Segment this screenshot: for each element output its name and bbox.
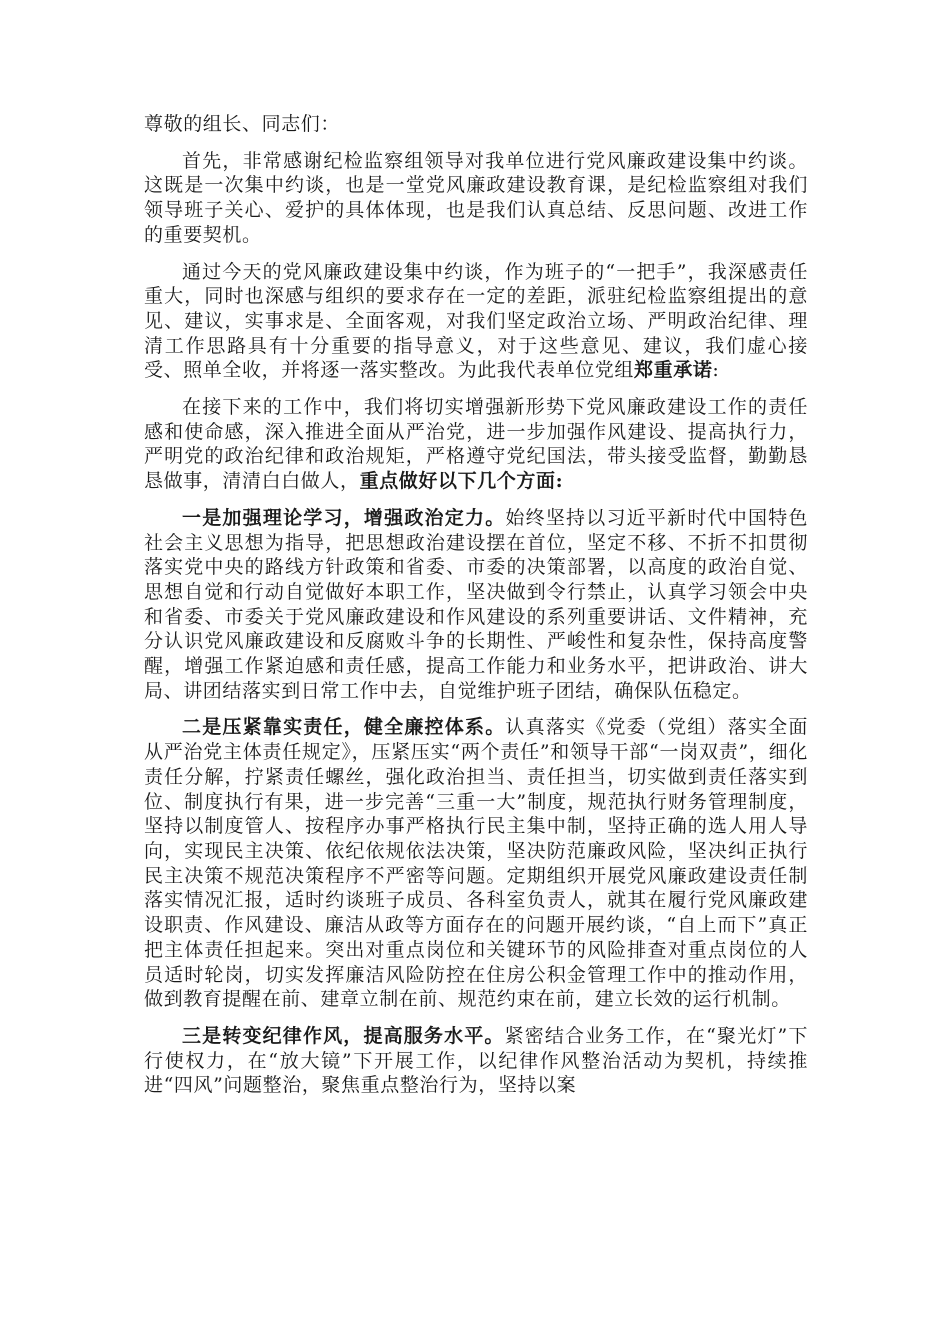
paragraph-opening-thanks: 首先，非常感谢纪检监察组领导对我单位进行党风廉政建设集中约谈。这既是一次集中约谈，也是一堂党风廉政建设教育课，是纪检监察组对我们领导班子关心、爱护的具体体现，也是我们认真总结、反思问题、改进工作的重要契机。 <box>144 149 808 246</box>
salutation: 尊敬的组长、同志们： <box>144 113 341 135</box>
commitment-text: 通过今天的党风廉政建设集中约谈，作为班子的“一把手”，我深感责任重大，同时也深感与组织的要求存在一定的差距，派驻纪检监察组提出的意见、建议，实事求是、全面客观，对我们坚定政治立场、严明政治纪律、理清工作思路具有十分重要的指导意义，对于这些意见、建议，我们虚心接受、照单全收，并将逐一落实整改。为此我代表单位党组 <box>144 260 808 382</box>
section-three <box>144 1024 808 1098</box>
paragraph-commitment <box>144 260 808 384</box>
section-two-heading: 二是压紧靠实责任，健全廉控体系。 <box>182 716 506 739</box>
section-one-body: 始终坚持以习近平新时代中国特色社会主义思想为指导，把思想政治建设摆在首位，坚定不移、不折不扣贯彻落实党中央的路线方针政策和省委、市委的决策部署，以高度的政治自觉、思想自觉和行动自觉做好本职工作，坚决做到令行禁止，认真学习领会中央和省委、市委关于党风廉政建设和作风建设的系列重要讲话、文件精神，充分认识党风廉政建设和反腐败斗争的长期性、严峻性和复杂性，保持高度警醒，增强工作紧迫感和责任感，提高工作能力和业务水平，把讲政治、讲大局、讲团结落实到日常工作中去，自觉维护班子团结，确保队伍稳定。 <box>144 506 808 702</box>
section-one-heading: 一是加强理论学习，增强政治定力。 <box>182 506 506 529</box>
work-plan-text: 在接下来的工作中，我们将切实增强新形势下党风廉政建设工作的责任感和使命感，深入推进全面从严治党，进一步加强作风建设、提高执行力，严明党的政治纪律和政治规矩，严格遵守党纪国法，带头接受监督，勤勤恳恳做事，清清白白做人， <box>144 396 808 493</box>
document-page <box>144 112 808 1110</box>
commitment-emphasis: 郑重承诺 <box>634 359 713 382</box>
section-three-heading: 三是转变纪律作风，提高服务水平。 <box>182 1024 505 1047</box>
section-two-body: 认真落实《党委（党组）落实全面从严治党主体责任规定》，压紧压实“两个责任”和领导干部“一岗双责”，细化责任分解，拧紧责任螺丝，强化政治担当、责任担当，切实做到责任落实到位、制度执行有果，进一步完善“三重一大”制度，规范执行财务管理制度，坚持以制度管人、按程序办事严格执行民主集中制，坚持正确的选人用人导向，实现民主决策、依纪依规依法决策，坚决防范廉政风险，坚决纠正执行民主决策不规范决策程序不严密等问题。定期组织开展党风廉政建设责任制落实情况汇报，适时约谈班子成员、各科室负责人，就其在履行党风廉政建设职责、作风建设、廉洁从政等方面存在的问题开展约谈，“自上而下”真正把主体责任担起来。突出对重点岗位和关键环节的风险排查对重点岗位的人员适时轮岗，切实发挥廉洁风险防控在住房公积金管理工作中的推动作用，做到教育提醒在前、建章立制在前、规范约束在前，建立长效的运行机制。 <box>144 716 808 1011</box>
work-plan-emphasis: 重点做好以下几个方面: <box>359 470 564 493</box>
section-three-body: 紧密结合业务工作，在“聚光灯”下行使权力，在“放大镜”下开展工作，以纪律作风整治活动为契机，持续推进“四风”问题整治，聚焦重点整治行为，坚持以案 <box>144 1024 808 1097</box>
commitment-colon: : <box>712 359 720 382</box>
paragraph-work-plan <box>144 395 808 494</box>
section-one <box>144 506 808 704</box>
section-two <box>144 715 808 1011</box>
